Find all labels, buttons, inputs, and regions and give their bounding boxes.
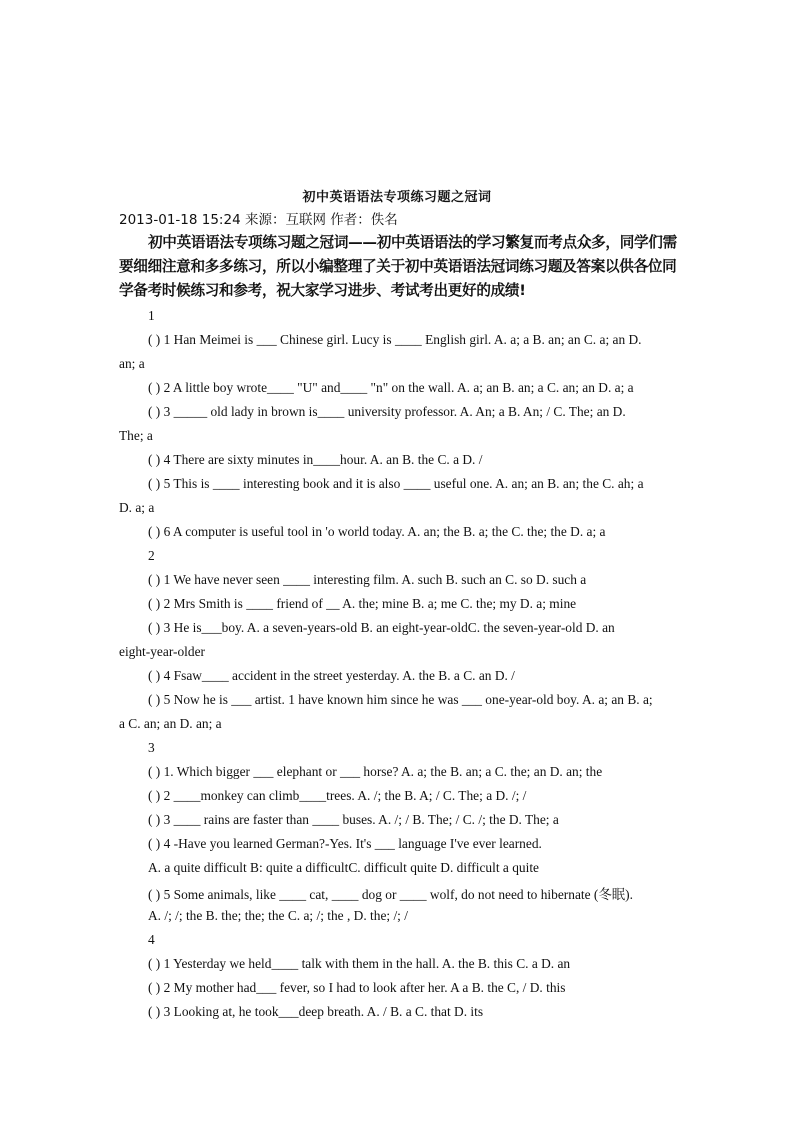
section-number: 1 <box>148 308 155 323</box>
exercise-line: an; a <box>119 356 145 371</box>
exercise-line: ( ) 4 There are sixty minutes in____hour. A. an B. the C. a D. / <box>148 452 483 467</box>
article-meta: 2013-01-18 15:24 来源：互联网 作者：佚名 <box>119 212 398 228</box>
exercise-line: ( ) 3 He is___boy. A. a seven-years-old B. an eight-year-oldC. the seven-year-old D. an <box>148 620 615 635</box>
exercise-line: The; a <box>119 428 153 443</box>
intro-paragraph: 初中英语语法专项练习题之冠词——初中英语语法的学习繁复而考点众多，同学们需要细细注意和多多练习，所以小编整理了关于初中英语语法冠词练习题及答案以供各位同学备考时候练习和参考，祝大家学习进步、考试考出更好的成绩! <box>119 234 677 299</box>
exercise-line: ( ) 1 Yesterday we held____ talk with them in the hall. A. the B. this C. a D. an <box>148 956 571 971</box>
exercise-line: A. /; /; the B. the; the; the C. a; /; the , D. the; /; / <box>148 908 408 923</box>
exercise-line: ( ) 5 This is ____ interesting book and it is also ____ useful one. A. an; an B. an; the C. ah; a <box>148 476 644 491</box>
exercise-line: ( ) 2 My mother had___ fever, so I had to look after her. A a B. the C, / D. this <box>148 980 566 995</box>
exercise-line: ( ) 1 Han Meimei is ___ Chinese girl. Lucy is ____ English girl. A. a; a B. an; an C. a; an D. <box>148 332 642 347</box>
section-number: 3 <box>148 740 155 755</box>
exercise-line: ( ) 1 We have never seen ____ interesting film. A. such B. such an C. so D. such a <box>148 572 587 587</box>
exercise-line: A. a quite difficult B: quite a difficultC. difficult quite D. difficult a quite <box>148 860 539 875</box>
section-number: 2 <box>148 548 155 563</box>
exercise-line: ( ) 2 A little boy wrote____ "U" and____ "n" on the wall. A. a; an B. an; a C. an; an D. a; a <box>148 380 634 395</box>
exercise-line: ( ) 5 Some animals, like ____ cat, ____ dog or ____ wolf, do not need to hibernate (冬眠). <box>148 887 633 902</box>
section-number: 4 <box>148 932 155 947</box>
exercise-line: ( ) 2 ____monkey can climb____trees. A. /; the B. A; / C. The; a D. /; / <box>148 788 527 803</box>
exercise-line: ( ) 3 _____ old lady in brown is____ university professor. A. An; a B. An; / C. The; an D. <box>148 404 626 419</box>
exercise-line: D. a; a <box>119 500 155 515</box>
exercise-line: eight-year-older <box>119 644 205 659</box>
exercise-line: ( ) 3 Looking at, he took___deep breath. A. / B. a C. that D. its <box>148 1004 484 1019</box>
exercise-line: ( ) 1. Which bigger ___ elephant or ___ horse? A. a; the B. an; a C. the; an D. an; the <box>148 764 603 779</box>
exercise-line: ( ) 4 Fsaw____ accident in the street yesterday. A. the B. a C. an D. / <box>148 668 515 683</box>
document-title: 初中英语语法专项练习题之冠词 <box>302 190 492 205</box>
exercise-line: ( ) 2 Mrs Smith is ____ friend of __ A. the; mine B. a; me C. the; my D. a; mine <box>148 596 577 611</box>
exercise-line: ( ) 3 ____ rains are faster than ____ buses. A. /; / B. The; / C. /; the D. The; a <box>148 812 559 827</box>
exercise-line: ( ) 6 A computer is useful tool in 'o world today. A. an; the B. a; the C. the; the D. a; a <box>148 524 606 539</box>
exercise-line: ( ) 4 -Have you learned German?-Yes. It's ___ language I've ever learned. <box>148 836 542 851</box>
exercise-line: a C. an; an D. an; a <box>119 716 222 731</box>
exercise-line: ( ) 5 Now he is ___ artist. 1 have known him since he was ___ one-year-old boy. A. a; an B. a; <box>148 692 653 707</box>
